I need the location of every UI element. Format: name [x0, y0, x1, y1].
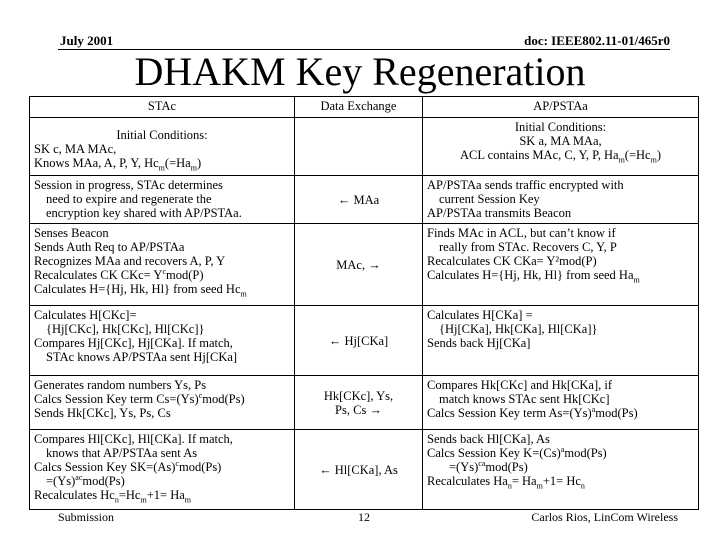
cell-line: Calcs Session Key $K=(Cs)^amod(Ps)$ [427, 444, 607, 460]
cell-line: Compares Hl[CKc], Hl[CKa]. If match, [34, 432, 233, 446]
cell-line: Ps, Cs → [335, 402, 382, 417]
table-row [30, 376, 699, 430]
exchange-cell: ← Hj[CKa] [295, 306, 423, 376]
column-header-data-exchange: Data Exchange [295, 97, 423, 118]
cell-line: Recalculates $Ha_n= Ha_m+1= Hc_n$ [427, 474, 585, 491]
table-header-row [30, 97, 699, 118]
stac-cell [30, 430, 295, 510]
column-header-ap: AP/PSTAa [423, 97, 699, 118]
cell-line: Calcs Session Key term $As=(Ys)^amod(Ps)$ [427, 404, 638, 420]
cell-line: Calculates H={Hj, Hk, Hl} from seed $Ha_m$ [427, 268, 640, 285]
cell-line: match knows STAc sent Hk[CKc] [439, 392, 610, 406]
cell-line: $=(Ys)^{ca}mod(Ps)$ [449, 458, 528, 474]
cell-line: Calculates H[CKa] = [427, 308, 533, 322]
footer-author: Carlos Rios, LinCom Wireless [531, 510, 678, 524]
cell-line: Knows MAa, A, P, Y, $Hc_m(=Ha_m)$ [34, 156, 202, 173]
cell-line: Compares Hk[CKc] and Hk[CKa], if [427, 378, 613, 392]
header-date: July 2001 [60, 33, 114, 48]
cell-line: Finds MAc in ACL, but can’t know if [427, 226, 616, 240]
cell-line: STAc knows AP/PSTAa sent Hj[CKa] [46, 350, 238, 364]
cell-line: really from STAc. Recovers C, Y, P [439, 240, 617, 254]
cell-line: Sends back Hj[CKa] [427, 336, 531, 350]
ap-cell [423, 430, 699, 510]
exchange-cell: ← MAa [295, 176, 423, 224]
table-row [30, 306, 699, 376]
cell-line: Calculates H[CKc]= [34, 308, 137, 322]
cell-line: Sends Auth Req to AP/PSTAa [34, 240, 185, 254]
cell-line: Initial Conditions: [514, 120, 607, 134]
cell-line: Recognizes MAa and recovers A, P, Y [34, 254, 226, 268]
exchange-cell: ← Hl[CKa], As [295, 430, 423, 510]
cell-line: encryption key shared with AP/PSTAa. [46, 206, 242, 220]
cell-line: Sends back Hl[CKa], As [427, 432, 550, 446]
cell-line: Calculates H={Hj, Hk, Hl} from seed $Hc_m$ [34, 282, 247, 299]
cell-line: need to expire and regenerate the [46, 192, 212, 206]
cell-line: AP/PSTAa sends traffic encrypted with [427, 178, 624, 192]
cell-line: current Session Key [439, 192, 540, 206]
cell-line: SK a, MA MAa, [519, 134, 602, 148]
cell-line: SK c, MA MAc, [34, 142, 117, 156]
cell-line: Hk[CKc], Ys, [323, 388, 394, 403]
footer-page-number: 12 [358, 510, 370, 524]
cell-line: {Hj[CKc], Hk[CKc], Hl[CKc]} [46, 322, 205, 336]
cell-line: Recalculates CK CKa= Y²mod(P) [427, 254, 597, 268]
cell-line: Calcs Session Key term $Cs=(Ys)^cmod(Ps)$ [34, 390, 245, 406]
ap-cell [423, 306, 699, 376]
cell-line: ACL contains MAc, C, Y, P, $Ha_m(=Hc_m)$ [459, 148, 661, 165]
stac-cell [30, 176, 295, 224]
protocol-table [29, 96, 699, 510]
ap-cell [423, 376, 699, 430]
stac-cell [30, 118, 295, 176]
cell-line: Compares Hj[CKc], Hj[CKa]. If match, [34, 336, 233, 350]
column-header-stac: STAc [30, 97, 295, 118]
cell-line: $=(Ys)^{ac}mod(Ps)$ [46, 472, 125, 488]
exchange-cell [295, 376, 423, 430]
exchange-cell [295, 118, 423, 176]
slide-title: DHAKM Key Regeneration [134, 49, 586, 94]
stac-cell [30, 306, 295, 376]
table-row [30, 176, 699, 224]
table-row [30, 118, 699, 176]
ap-cell [423, 176, 699, 224]
cell-line: Recalculates $Hc_n=Hc_m+1= Ha_m$ [34, 488, 192, 505]
table-row [30, 224, 699, 306]
stac-cell [30, 376, 295, 430]
header-doc-number: doc: IEEE802.11-01/465r0 [524, 33, 670, 48]
cell-line: {Hj[CKa], Hk[CKa], Hl[CKa]} [439, 322, 598, 336]
cell-line: Senses Beacon [34, 226, 109, 240]
exchange-cell: MAc, → [295, 224, 423, 306]
table-row [30, 430, 699, 510]
cell-line: AP/PSTAa transmits Beacon [427, 206, 572, 220]
cell-line: Sends Hk[CKc], Ys, Ps, Cs [34, 406, 171, 420]
cell-line: Recalculates CK $CKc= Y^cmod(P)$ [34, 266, 204, 282]
stac-cell [30, 224, 295, 306]
ap-cell [423, 224, 699, 306]
cell-line: Calcs Session Key $SK=(As)^cmod(Ps)$ [34, 458, 222, 474]
footer-submission: Submission [58, 510, 115, 524]
cell-line: Initial Conditions: [116, 128, 208, 142]
ap-cell [423, 118, 699, 176]
cell-line: Generates random numbers Ys, Ps [34, 378, 207, 392]
cell-line: Session in progress, STAc determines [34, 178, 223, 192]
cell-line: knows that AP/PSTAa sent As [46, 446, 198, 460]
